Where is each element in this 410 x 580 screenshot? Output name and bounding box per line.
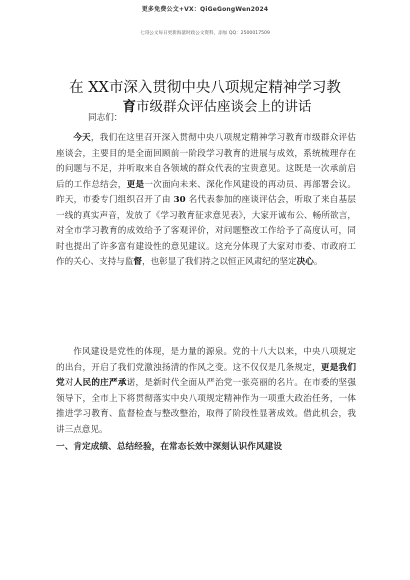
document-title-line1 [0,76,410,97]
watermark-note: 七哥公文每日更新海量时政公文资料，添加 QQ：2500017509 [140,31,270,36]
para1-text-3: 名代表参加的座谈评估会，听取了来自基层一线的真实声音，发放了《学习教育征求意见表》，大家开诚布公、畅所欲言，对全市学习教育的成效给予了客观评价，对问题整改工作给予了高度认可，同时也提出了许多富有建设性的意见建议。这充分体现了大家对市委、市政府工作的关心、支持与监 [56,195,357,267]
para1-text-4: ，也彰显了我们持之以恒正风肃纪的坚定 [141,257,297,267]
section-heading-1: 一、肯定成绩、总结经验，在常态长效中深刻认识作风建设 [56,442,283,452]
greeting: 同志们： [88,113,123,123]
title-line2-text: 市级群众评估座谈会上的讲话 [136,99,312,115]
para1-bold-3: 督 [133,257,142,267]
title-prefix: 在 XX [69,80,109,96]
para1-bold-1: 更是 [126,179,145,190]
para2-text-2: 对 [64,378,74,388]
para1-bold-4: 决心 [296,257,314,267]
para2-bold-2: 人民的庄严承 [73,378,127,388]
para1-lead: 今天 [73,133,91,143]
para2-text-1: 作风建设是党性的体现，是力量的源泉。党的十八大以来，中央八项规定的出台，开启了我们党激浊扬清的作风之变。这不仅仅是几条规定， [56,347,356,373]
title-line2-bold: 育 [122,99,136,115]
watermark-banner: 更多免费公文+VX：QiGeGongWen2024 [141,6,269,13]
para1-text-1: ，我们在这里召开深入贯彻中央八项规定精神学习教育市级群众评估座谈会，主要目的是全面回顾前一阶段学习教育的进展与成效，系统梳理存在的问题与不足，并听取来自各领域的群众代表的宝贵意见。这既是一次承前启后的工作总结会， [56,133,356,190]
para1-text-5: 。 [313,257,323,267]
paragraph-2 [56,345,356,438]
para2-text-3: 诺，是新时代全面从严治党一张亮丽的名片。在市委的坚强领导下，全市上下将贯彻落实中央八项规定精神作为一项重大政治任务，一体推进学习教育、监督检查与整改整治，取得了阶段性显著成效。借此机会，我讲三点意见。 [56,378,356,435]
para2-bold-1: 更是我们党 [56,362,356,388]
para1-text-2: 一次面向未来、深化作风建设的再动员、再部署会议。昨天，市委专门组织召开了由 [56,179,356,205]
paragraph-1 [56,131,356,271]
para1-bold-2: 30 [173,195,186,205]
title-line1-text: 市深入贯彻中央八项规定精神学习教 [108,80,341,96]
